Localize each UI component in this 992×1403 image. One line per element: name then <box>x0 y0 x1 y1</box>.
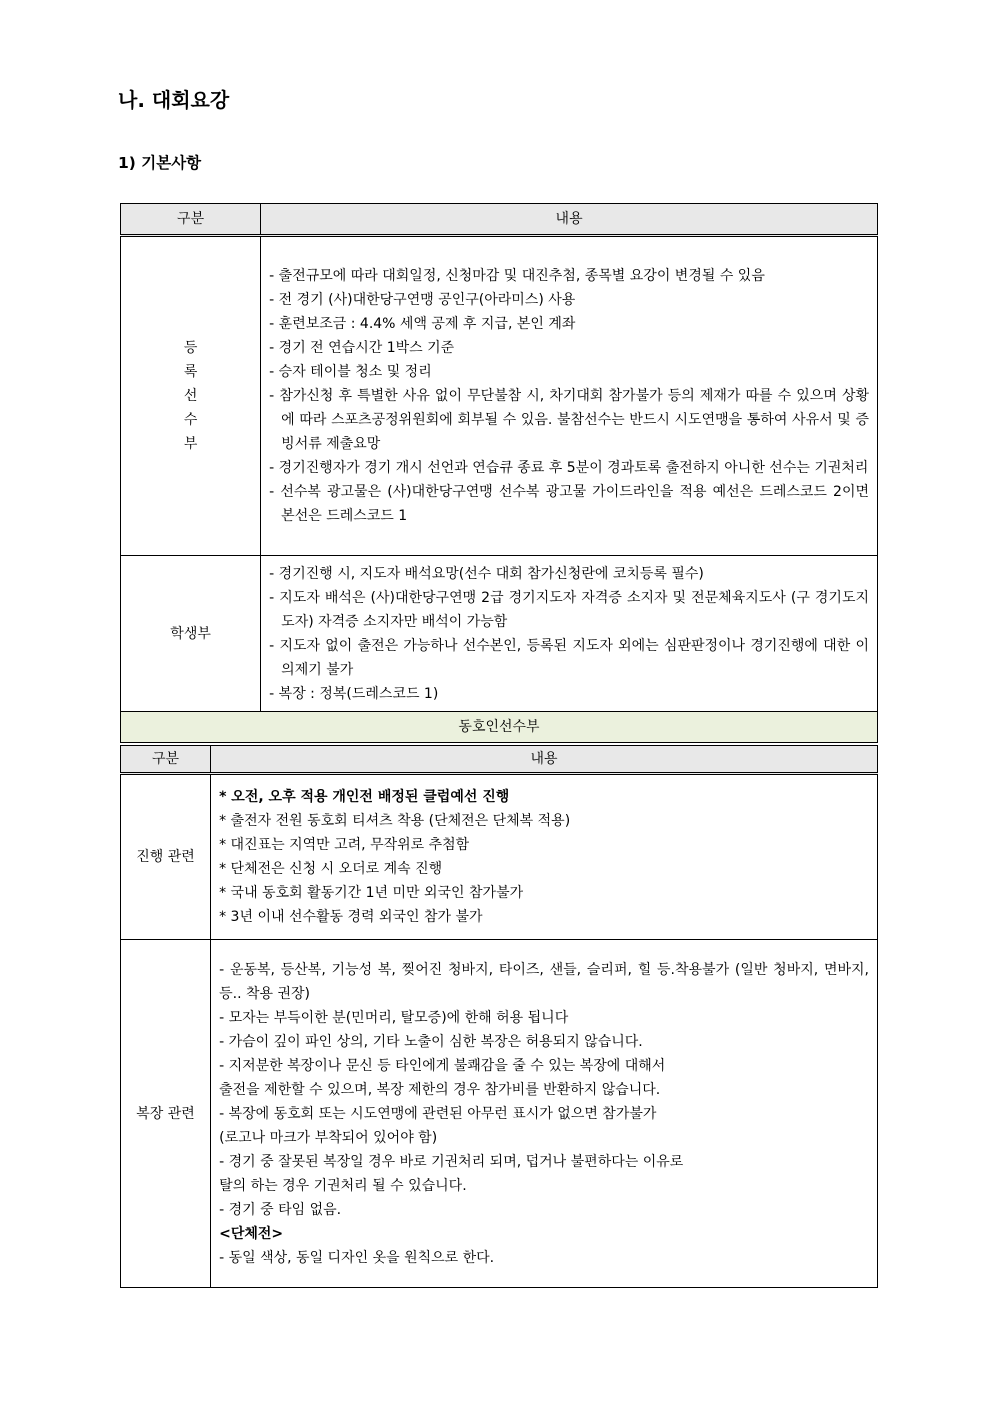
label-char: 록 <box>183 364 198 380</box>
registered-player-label <box>121 236 261 556</box>
progress-row <box>121 774 878 940</box>
list-item: - 지도자 없이 출전은 가능하나 선수본인, 등록된 지도자 외에는 심판판정이나 경기진행에 대한 이의제기 불가 <box>269 637 869 678</box>
list-item: - 출전규모에 따라 대회일정, 신청마감 및 대진추첨, 종목별 요강이 변경될 수 있음 <box>269 268 765 284</box>
list-item: - 동일 색상, 동일 디자인 옷을 원칙으로 한다. <box>219 1249 495 1266</box>
list-item: - 경기 전 연습시간 1박스 기준 <box>269 340 455 356</box>
list-item: (로고나 마크가 부착되어 있어야 함) <box>219 1129 438 1146</box>
subsection-title: 1) 기본사항 <box>118 154 202 172</box>
list-item: - 지저분한 복장이나 문신 등 타인에게 불쾌감을 줄 수 있는 복장에 대해서 <box>219 1057 666 1074</box>
list-item: - 가슴이 깊이 파인 상의, 기타 노출이 심한 복장은 허용되지 않습니다. <box>219 1033 643 1050</box>
label-char: 수 <box>183 412 198 428</box>
header-category: 구분 <box>121 746 211 774</box>
list-item: - 경기 중 잘못된 복장일 경우 바로 기권처리 되며, 덥거나 불편하다는 이유로 <box>219 1153 684 1170</box>
list-item: * 대진표는 지역만 고려, 무작위로 추첨함 <box>219 837 470 853</box>
list-item: * 오전, 오후 적용 개인전 배정된 클럽예선 진행 <box>219 789 510 805</box>
list-item: - 경기진행 시, 지도자 배석요망(선수 대회 참가신청란에 코치등록 필수) <box>269 565 704 582</box>
amateur-table <box>120 745 878 1288</box>
progress-label: 진행 관련 <box>121 774 211 940</box>
label-char: 등 <box>183 340 198 356</box>
list-item: 탈의 하는 경우 기권처리 될 수 있습니다. <box>219 1177 467 1194</box>
list-item: - 경기진행자가 경기 개시 선언과 연습큐 종료 후 5분이 경과토록 출전하지 아니한 선수는 기권처리 <box>269 460 869 476</box>
progress-content <box>211 774 878 940</box>
dress-label: 복장 관련 <box>121 940 211 1288</box>
student-label: 학생부 <box>121 556 261 712</box>
basic-info-table <box>120 203 878 743</box>
list-item: * 단체전은 신청 시 오더로 계속 진행 <box>219 861 443 877</box>
list-item: - 선수복 광고물은 (사)대한당구연맹 선수복 광고물 가이드라인을 적용 예선은 드레스코드 2이면 본선은 드레스코드 1 <box>269 484 869 524</box>
list-item: - 모자는 부득이한 분(민머리, 탈모증)에 한해 허용 됩니다 <box>219 1009 569 1026</box>
list-item: - 전 경기 (사)대한당구연맹 공인구(아라미스) 사용 <box>269 292 576 308</box>
student-content <box>261 556 878 712</box>
list-item: * 국내 동호회 활동기간 1년 미만 외국인 참가불가 <box>219 885 524 901</box>
registered-player-row <box>121 236 878 556</box>
amateur-header-row <box>121 712 878 743</box>
amateur-header: 동호인선수부 <box>121 712 878 743</box>
header-content: 내용 <box>261 204 878 236</box>
list-item: - 경기 중 타임 없음. <box>219 1201 342 1218</box>
label-char: 선 <box>183 388 198 404</box>
table-header-row <box>121 204 878 236</box>
team-heading: <단체전> <box>219 1225 284 1242</box>
list-item: - 복장에 동호회 또는 시도연맹에 관련된 아무런 표시가 없으면 참가불가 <box>219 1105 657 1122</box>
table-header-row <box>121 746 878 774</box>
label-char: 부 <box>183 436 198 452</box>
list-item: - 승자 테이블 청소 및 정리 <box>269 364 432 380</box>
dress-row <box>121 940 878 1288</box>
list-item: - 지도자 배석은 (사)대한당구연맹 2급 경기지도자 자격증 소지자 및 전문체육지도사 (구 경기도지도자) 자격증 소지자만 배석이 가능함 <box>269 589 869 630</box>
header-category: 구분 <box>121 204 261 236</box>
list-item: - 운동복, 등산복, 기능성 복, 찢어진 청바지, 타이즈, 샌들, 슬리퍼, 힐 등.착용불가 (일반 청바지, 면바지, 등.. 착용 권장) <box>219 961 869 1002</box>
list-item: * 출전자 전원 동호회 티셔츠 착용 (단체전은 단체복 적용) <box>219 813 571 829</box>
list-item: - 참가신청 후 특별한 사유 없이 무단불참 시, 차기대회 참가불가 등의 제재가 따를 수 있으며 상황에 따라 스포츠공정위원회에 회부될 수 있음. 불참선수는 반드시 시도연맹을 통하여 사유서 및 증빙서류 제출요망 <box>269 388 869 452</box>
dress-content <box>211 940 878 1288</box>
list-item: 출전을 제한할 수 있으며, 복장 제한의 경우 참가비를 반환하지 않습니다. <box>219 1081 661 1098</box>
registered-player-content <box>261 236 878 556</box>
list-item: - 복장 : 정복(드레스코드 1) <box>269 685 439 702</box>
student-row <box>121 556 878 712</box>
section-title: 나. 대회요강 <box>118 88 230 112</box>
header-content: 내용 <box>211 746 878 774</box>
list-item: * 3년 이내 선수활동 경력 외국인 참가 불가 <box>219 909 483 925</box>
list-item: - 훈련보조금 : 4.4% 세액 공제 후 지급, 본인 계좌 <box>269 316 576 332</box>
